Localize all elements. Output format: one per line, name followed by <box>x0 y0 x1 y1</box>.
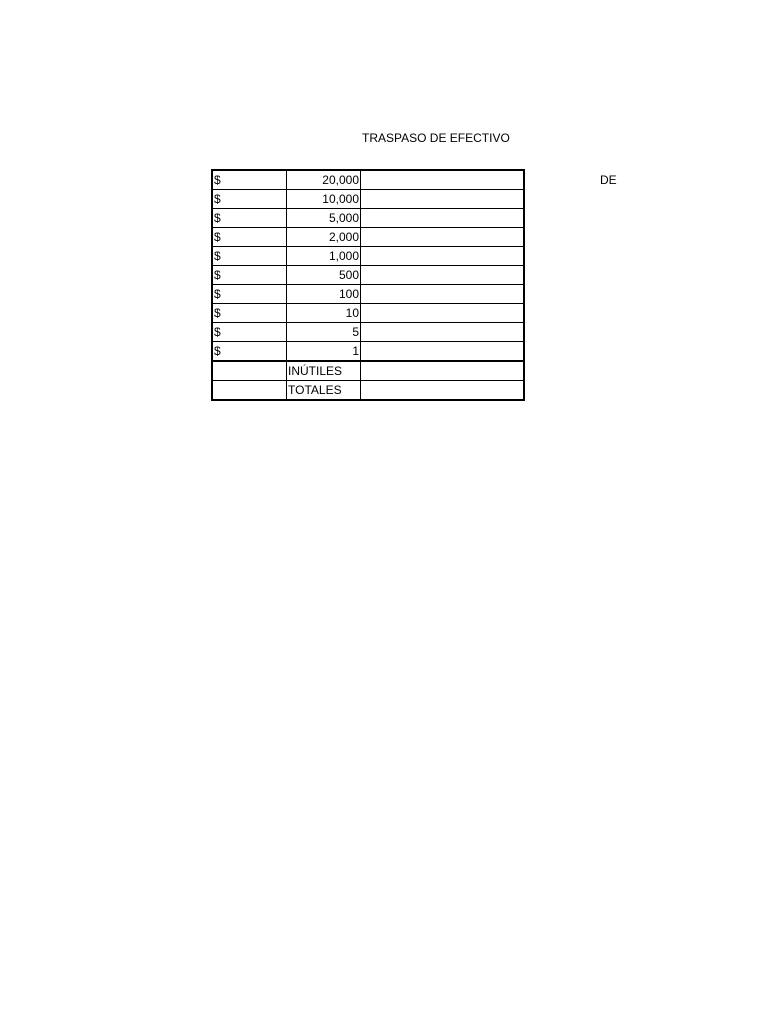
denomination-value: 20,000 <box>287 170 361 190</box>
summary-label: TOTALES <box>287 381 361 401</box>
table-row <box>212 209 524 228</box>
denomination-value: 1,000 <box>287 247 361 266</box>
quantity-cell[interactable] <box>361 247 525 266</box>
currency-symbol: $ <box>212 304 287 323</box>
table-row <box>212 190 524 209</box>
currency-symbol: $ <box>212 342 287 362</box>
quantity-cell[interactable] <box>361 266 525 285</box>
table-row <box>212 228 524 247</box>
currency-symbol: $ <box>212 170 287 190</box>
currency-symbol: $ <box>212 190 287 209</box>
table-row <box>212 170 524 190</box>
summary-label: INÚTILES <box>287 361 361 381</box>
currency-symbol: $ <box>212 247 287 266</box>
summary-row-totales <box>212 381 524 401</box>
currency-symbol: $ <box>212 266 287 285</box>
denomination-value: 100 <box>287 285 361 304</box>
quantity-cell[interactable] <box>361 170 525 190</box>
denomination-value: 10,000 <box>287 190 361 209</box>
currency-symbol: $ <box>212 285 287 304</box>
document-title: TRASPASO DE EFECTIVO <box>362 131 510 145</box>
quantity-cell[interactable] <box>361 323 525 342</box>
denomination-value: 500 <box>287 266 361 285</box>
quantity-cell[interactable] <box>361 190 525 209</box>
table-row <box>212 323 524 342</box>
side-label: DE <box>600 173 617 187</box>
cash-transfer-table <box>211 169 525 401</box>
quantity-cell[interactable] <box>361 228 525 247</box>
denomination-value: 5 <box>287 323 361 342</box>
quantity-cell[interactable] <box>361 285 525 304</box>
denomination-value: 1 <box>287 342 361 362</box>
empty-cell <box>212 381 287 401</box>
empty-cell <box>212 361 287 381</box>
currency-symbol: $ <box>212 228 287 247</box>
denomination-value: 2,000 <box>287 228 361 247</box>
quantity-cell[interactable] <box>361 342 525 362</box>
currency-symbol: $ <box>212 209 287 228</box>
table-row <box>212 342 524 362</box>
summary-value-cell[interactable] <box>361 361 525 381</box>
table-row <box>212 247 524 266</box>
summary-value-cell[interactable] <box>361 381 525 401</box>
summary-row-inutiles <box>212 361 524 381</box>
table-row <box>212 304 524 323</box>
denomination-value: 5,000 <box>287 209 361 228</box>
table-row <box>212 266 524 285</box>
currency-symbol: $ <box>212 323 287 342</box>
denomination-value: 10 <box>287 304 361 323</box>
table-row <box>212 285 524 304</box>
quantity-cell[interactable] <box>361 209 525 228</box>
quantity-cell[interactable] <box>361 304 525 323</box>
